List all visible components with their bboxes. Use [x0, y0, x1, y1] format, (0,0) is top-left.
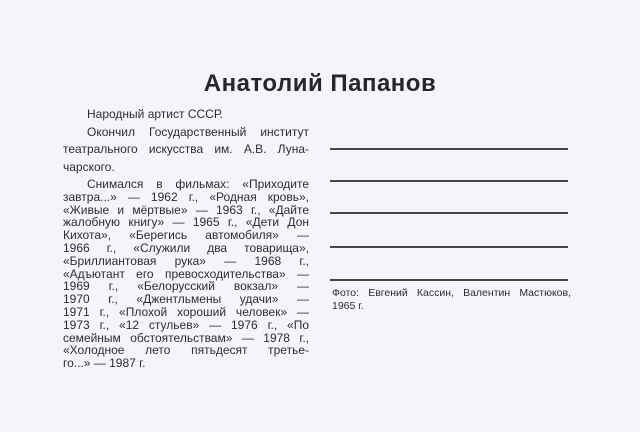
writing-line: [330, 246, 568, 248]
writing-line: [330, 180, 568, 182]
bio-line: 1966 г., «Служили два товарища»,: [63, 240, 309, 255]
bio-line: Народный артист СССР.: [87, 107, 223, 121]
bio-line: 1970 г., «Джентльмены удачи» —: [63, 292, 309, 307]
bio-line: Снимался в фильмах: «Приходите: [87, 177, 309, 191]
bio-line: го...» — 1987 г.: [63, 356, 146, 371]
bio-line: «Бриллиантовая рука» — 1968 г.,: [63, 253, 309, 268]
bio-line: 1969 г., «Белорусский вокзал» —: [63, 279, 309, 294]
page-title: Анатолий Папанов: [203, 70, 437, 97]
bio-line: жалобную книгу» — 1965 г., «Дети Дон: [63, 215, 309, 230]
bio-line: чарского.: [63, 159, 115, 174]
photo-credit-line-2: 1965 г.: [332, 299, 364, 312]
writing-line: [330, 148, 568, 150]
bio-line: 1973 г., «12 стульев» — 1976 г., «По: [63, 317, 309, 332]
bio-line: театрального искусства им. А.В. Луна-: [63, 142, 309, 156]
bio-line: «Холодное лето пятьдесят третье-: [63, 343, 309, 358]
bio-intro-block: [63, 106, 309, 176]
bio-column: [63, 106, 309, 370]
bio-line: Кихота», «Берегись автомобиля» —: [63, 228, 309, 243]
bio-line: «Живые и мёртвые» — 1963 г., «Дайте: [63, 202, 309, 217]
photo-credit: [332, 287, 571, 312]
bio-line: завтра...» — 1962 г., «Родная кровь»,: [63, 189, 309, 204]
writing-line: [330, 212, 568, 214]
bio-line: семейным обстоятельствам» — 1978 г.,: [63, 330, 309, 345]
bio-line: Окончил Государственный институт: [87, 124, 309, 139]
bio-filmography-block: [63, 178, 309, 370]
photo-credit-line-1: Фото: Евгений Кассин, Валентин Мастюков,: [332, 287, 571, 299]
writing-line: [330, 279, 568, 281]
bio-line: 1971 г., «Плохой хороший человек» —: [63, 304, 309, 319]
bio-line: «Адъютант его превосходительства» —: [63, 266, 309, 281]
